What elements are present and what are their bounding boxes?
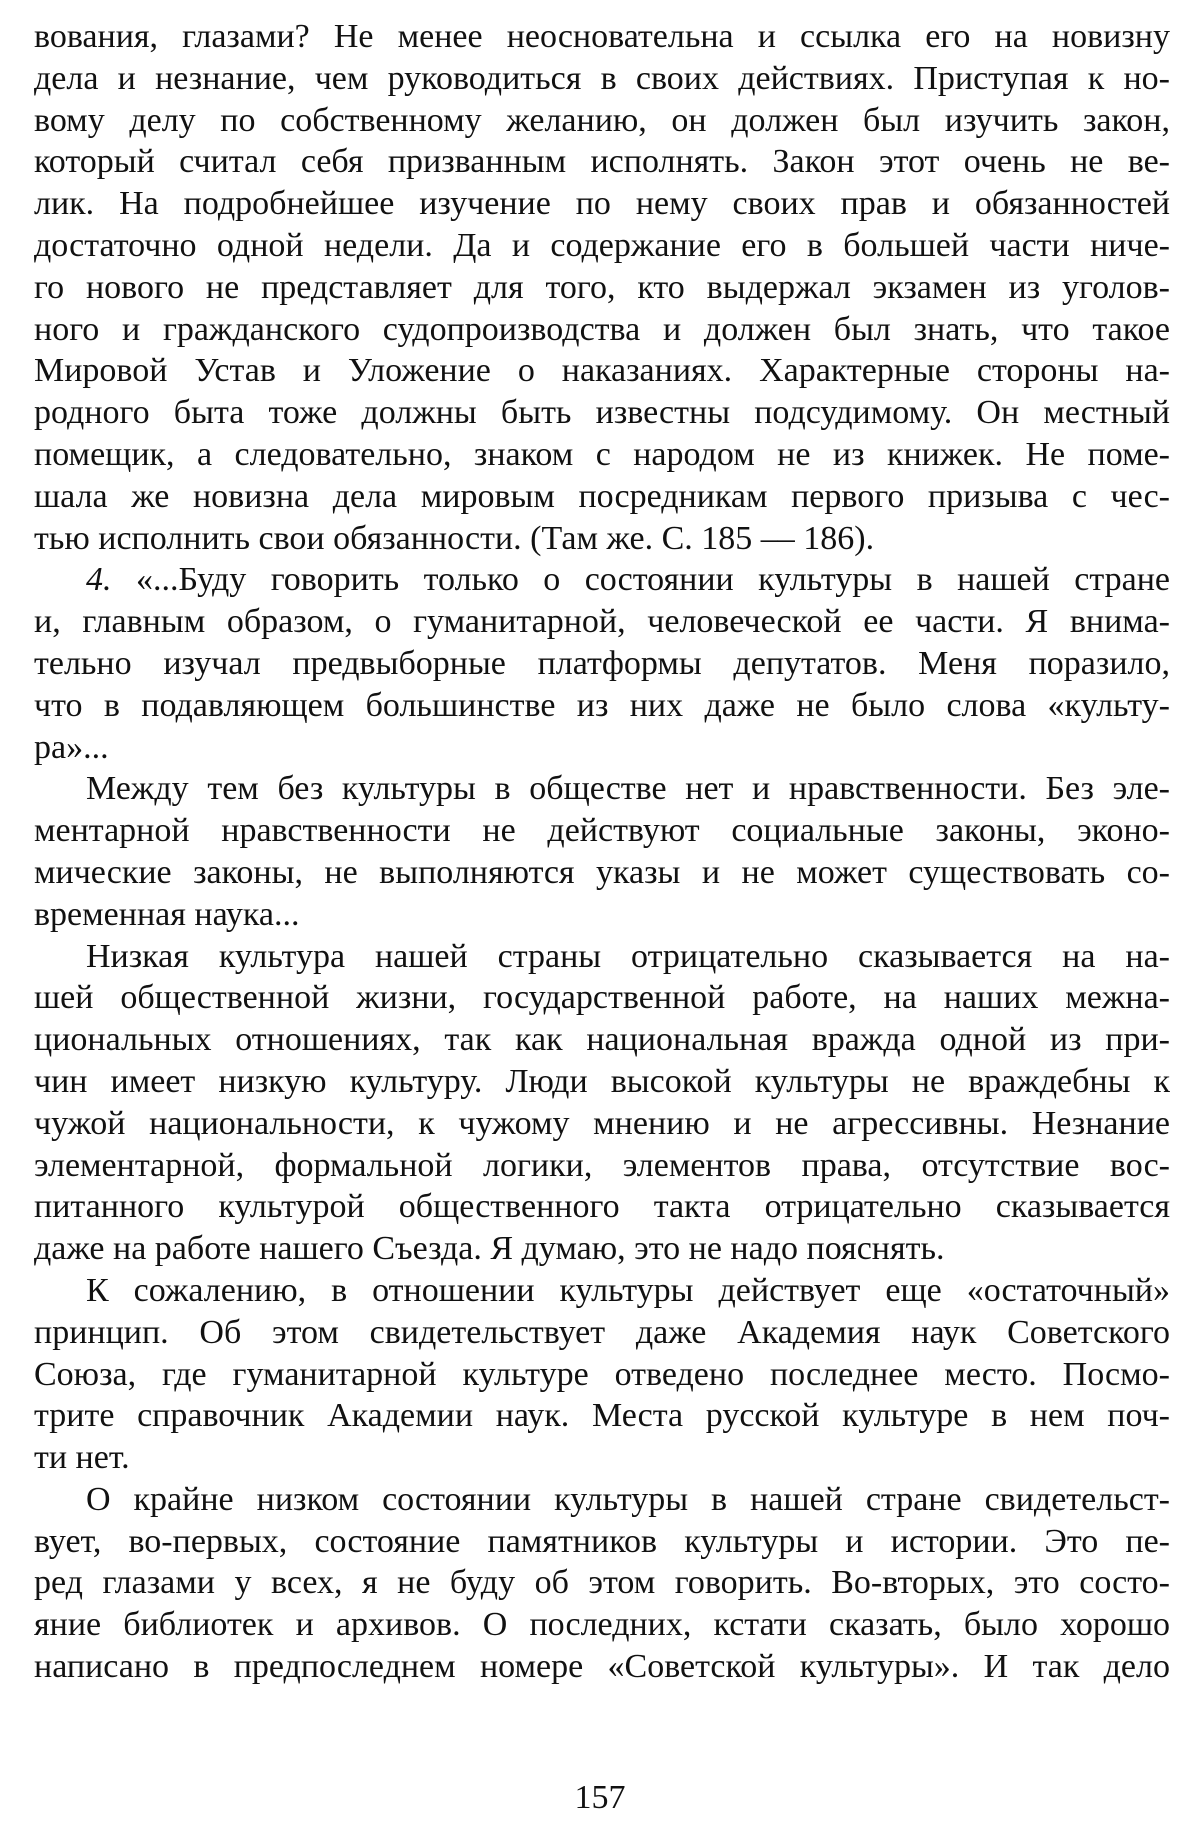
text-line: трите справочник Академии наук. Места русской культуре в нем поч- [34,1397,1170,1435]
text-line: шала же новизна дела мировым посредникам первого призыва с чес- [34,477,1170,515]
paragraph-2 [34,559,1170,768]
text-line: питанного культурой общественного такта отрицательно сказывается [34,1188,1170,1226]
page-number: 157 [574,1779,626,1816]
text-line [34,559,1170,601]
text-line: вому делу по собственному желанию, он должен был изучить закон, [34,101,1170,139]
text-line: тельно изучал предвыборные платформы депутатов. Меня поразило, [34,644,1170,682]
paragraph-4 [34,936,1170,1270]
text-line: циональных отношениях, так как национальная вражда одной из при- [34,1021,1170,1059]
text-line: достаточно одной недели. Да и содержание его в большей части ниче- [34,226,1170,264]
paragraph-6 [34,1479,1170,1688]
text-line: лик. На подробнейшее изучение по нему своих прав и обязанностей [34,185,1170,223]
text-line: Между тем без культуры в обществе нет и нравственности. Без эле- [86,770,1170,808]
paragraph-1 [34,16,1170,559]
text-line: и, главным образом, о гуманитарной, человеческой ее части. Я внима- [34,603,1170,641]
text-line: который считал себя призванным исполнять. Закон этот очень не ве- [34,143,1170,181]
text-line: яние библиотек и архивов. О последних, кстати сказать, было хорошо [34,1606,1170,1644]
text-line: принцип. Об этом свидетельствует даже Академия наук Советского [34,1313,1170,1351]
text-line: О крайне низком состоянии культуры в нашей стране свидетельст- [86,1480,1170,1518]
text-line: вует, во-первых, состояние памятников культуры и истории. Это пе- [34,1522,1170,1560]
text-line: ти нет. [34,1439,130,1477]
text-line: вования, глазами? Не менее неосновательна и ссылка его на новизну [34,18,1170,55]
item-number: 4. [86,561,112,599]
text-line: го нового не представляет для того, кто выдержал экзамен из уголов- [34,268,1170,306]
text-line: элементарной, формальной логики, элементов права, отсутствие вос- [34,1146,1170,1184]
text-line: чин имеет низкую культуру. Люди высокой культуры не враждебны к [34,1062,1170,1100]
text-line: тью исполнить свои обязанности. (Там же. С. 185 –– 186). [34,519,875,557]
text-line: ра»... [34,728,109,766]
text-line: дела и незнание, чем руководиться в своих действиях. Приступая к но- [34,59,1170,97]
text-line-content: «...Буду говорить только о состоянии культуры в нашей стране [135,561,1170,599]
text-line: что в подавляющем большинстве из них даже не было слова «культу- [34,686,1170,724]
text-line: написано в предпоследнем номере «Советской культуры». И так дело [34,1648,1170,1686]
text-line: Низкая культура нашей страны отрицательно сказывается на на- [86,937,1170,975]
text-line: мические законы, не выполняются указы и не может существовать со- [34,853,1170,891]
paragraph-5 [34,1270,1170,1479]
text-line: шей общественной жизни, государственной работе, на наших межна- [34,979,1170,1017]
text-line: чужой национальности, к чужому мнению и не агрессивны. Незнание [34,1104,1170,1142]
paragraph-3 [34,768,1170,935]
text-line: ного и гражданского судопроизводства и должен был знать, что такое [34,310,1170,348]
text-line: даже на работе нашего Съезда. Я думаю, это не надо пояснять. [34,1230,945,1268]
text-line: Мировой Устав и Уложение о наказаниях. Характерные стороны на- [34,352,1170,390]
text-line: родного быта тоже должны быть известны подсудимому. Он местный [34,394,1170,432]
text-line: Союза, где гуманитарной культуре отведено последнее место. Посмо- [34,1355,1170,1393]
text-line: ред глазами у всех, я не буду об этом говорить. Во-вторых, это состо- [34,1564,1170,1602]
text-line: временная наука... [34,895,300,933]
text-line: помещик, а следовательно, знаком с народом не из книжек. Не поме- [34,435,1170,473]
text-line: К сожалению, в отношении культуры действует еще «остаточный» [86,1271,1170,1309]
page-body [34,16,1170,1688]
text-line: ментарной нравственности не действуют социальные законы, эконо- [34,812,1170,850]
